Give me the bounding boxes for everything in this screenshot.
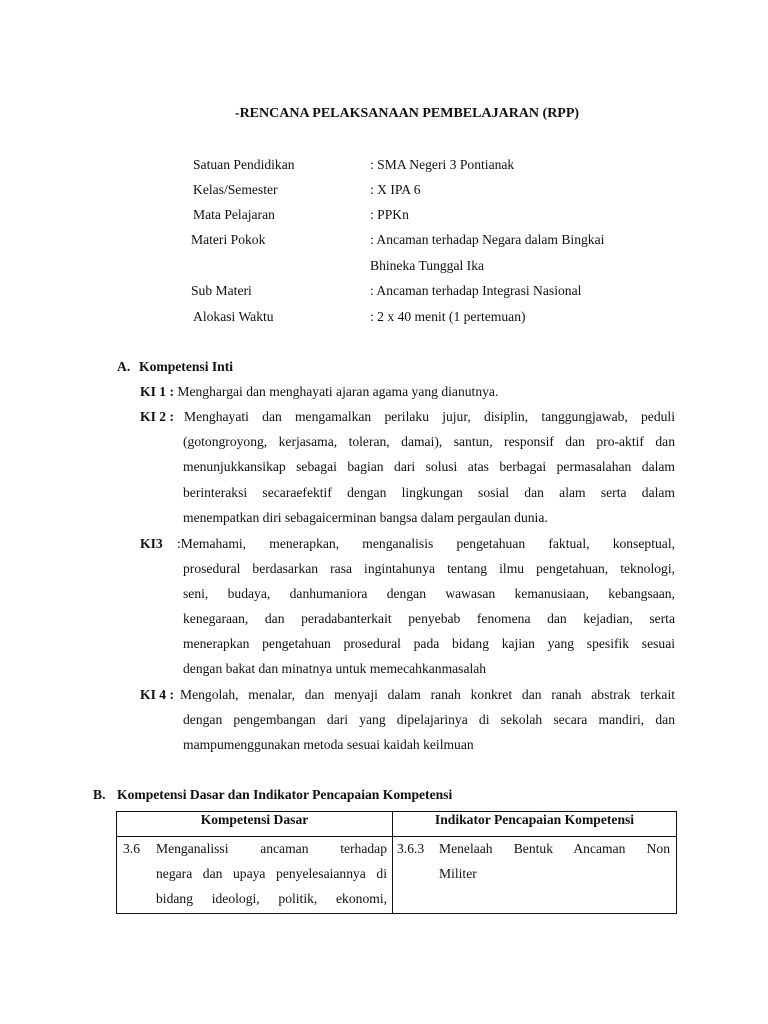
kd-number: 3.6 (123, 841, 140, 856)
kd-cell (117, 837, 393, 914)
ki3-line: kenegaraan, dan peradabanterkait penyebab fenomena dan kejadian, serta (183, 611, 675, 626)
identity-label: Materi Pokok (191, 232, 266, 247)
identity-value: : X IPA 6 (370, 182, 421, 197)
ipk-cell (393, 837, 677, 914)
ki2-line: menunjukkansikap sebagai bagian dari solusi atas berbagai permasalahan dalam (183, 459, 675, 474)
identity-label: Alokasi Waktu (193, 309, 274, 324)
competency-table (116, 811, 677, 914)
ki4-line: dengan pengembangan dari yang dipelajarinya di sekolah secara mandiri, dan (183, 712, 675, 727)
ki3-line: :Memahami, menerapkan, menganalisis pengetahuan faktual, konseptual, (177, 536, 675, 551)
ki3-line: dengan bakat dan minatnya untuk memecahkanmasalah (183, 661, 487, 676)
identity-label: Kelas/Semester (193, 182, 278, 197)
table-header-ipk: Indikator Pencapaian Kompetensi (393, 812, 677, 837)
kd-line: Menganalissi ancaman terhadap (156, 841, 387, 856)
identity-label: Satuan Pendidikan (193, 157, 295, 172)
kd-line: negara dan upaya penyelesaiannya di (156, 866, 387, 881)
section-b-marker: B. (93, 787, 106, 802)
table-row (117, 837, 677, 914)
table-header-kd: Kompetensi Dasar (117, 812, 393, 837)
ipk-line: Militer (439, 866, 477, 881)
identity-value: : PPKn (370, 207, 409, 222)
ki2-label: KI 2 : (140, 409, 174, 424)
ki3-line: prosedural berdasarkan rasa ingintahunya tentang ilmu pengetahuan, teknologi, (183, 561, 675, 576)
ki1-label: KI 1 : (140, 384, 174, 399)
section-b-heading: Kompetensi Dasar dan Indikator Pencapaian Kompetensi (117, 787, 453, 802)
ipk-line: Menelaah Bentuk Ancaman Non (439, 841, 670, 856)
ki4-line: mampumenggunakan metoda sesuai kaidah keilmuan (183, 737, 474, 752)
identity-value-continued: Bhineka Tunggal Ika (370, 258, 485, 273)
ki2-line: Menghayati dan mengamalkan perilaku jujur, disiplin, tanggungjawab, peduli (184, 409, 675, 424)
identity-label: Mata Pelajaran (193, 207, 275, 222)
section-a-marker: A. (117, 359, 131, 374)
identity-value: : SMA Negeri 3 Pontianak (370, 157, 515, 172)
ki2-line: berinteraksi secaraefektif dengan lingkungan sosial dan alam serta dalam (183, 485, 675, 500)
ki1-text: Menghargai dan menghayati ajaran agama yang dianutnya. (173, 384, 499, 399)
identity-value: : 2 x 40 menit (1 pertemuan) (370, 309, 526, 324)
document-title: -RENCANA PELAKSANAAN PEMBELAJARAN (RPP) (234, 106, 580, 121)
identity-label: Sub Materi (191, 283, 252, 298)
ki3-line: menerapkan pengetahuan prosedural pada bidang kajian yang spesifik sesuai (183, 636, 675, 651)
ki4-label: KI 4 : (140, 687, 174, 702)
ki3-line: seni, budaya, danhumaniora dengan wawasan kemanusiaan, kebangsaan, (183, 586, 675, 601)
ki2-line: menempatkan diri sebagaicerminan bangsa dalam pergaulan dunia. (183, 510, 548, 525)
ipk-number: 3.6.3 (397, 841, 425, 856)
ki3-label: KI3 (140, 536, 163, 551)
kd-line: bidang ideologi, politik, ekonomi, (156, 891, 387, 906)
ki4-line: Mengolah, menalar, dan menyaji dalam ranah konkret dan ranah abstrak terkait (180, 687, 675, 702)
identity-value: : Ancaman terhadap Integrasi Nasional (370, 283, 582, 298)
section-a-heading: Kompetensi Inti (139, 359, 234, 374)
table-header-row (117, 812, 677, 837)
identity-value: : Ancaman terhadap Negara dalam Bingkai (370, 232, 605, 247)
ki2-line: (gotongroyong, kerjasama, toleran, damai), santun, responsif dan pro-aktif dan (183, 434, 675, 449)
ki1-paragraph (140, 384, 498, 400)
